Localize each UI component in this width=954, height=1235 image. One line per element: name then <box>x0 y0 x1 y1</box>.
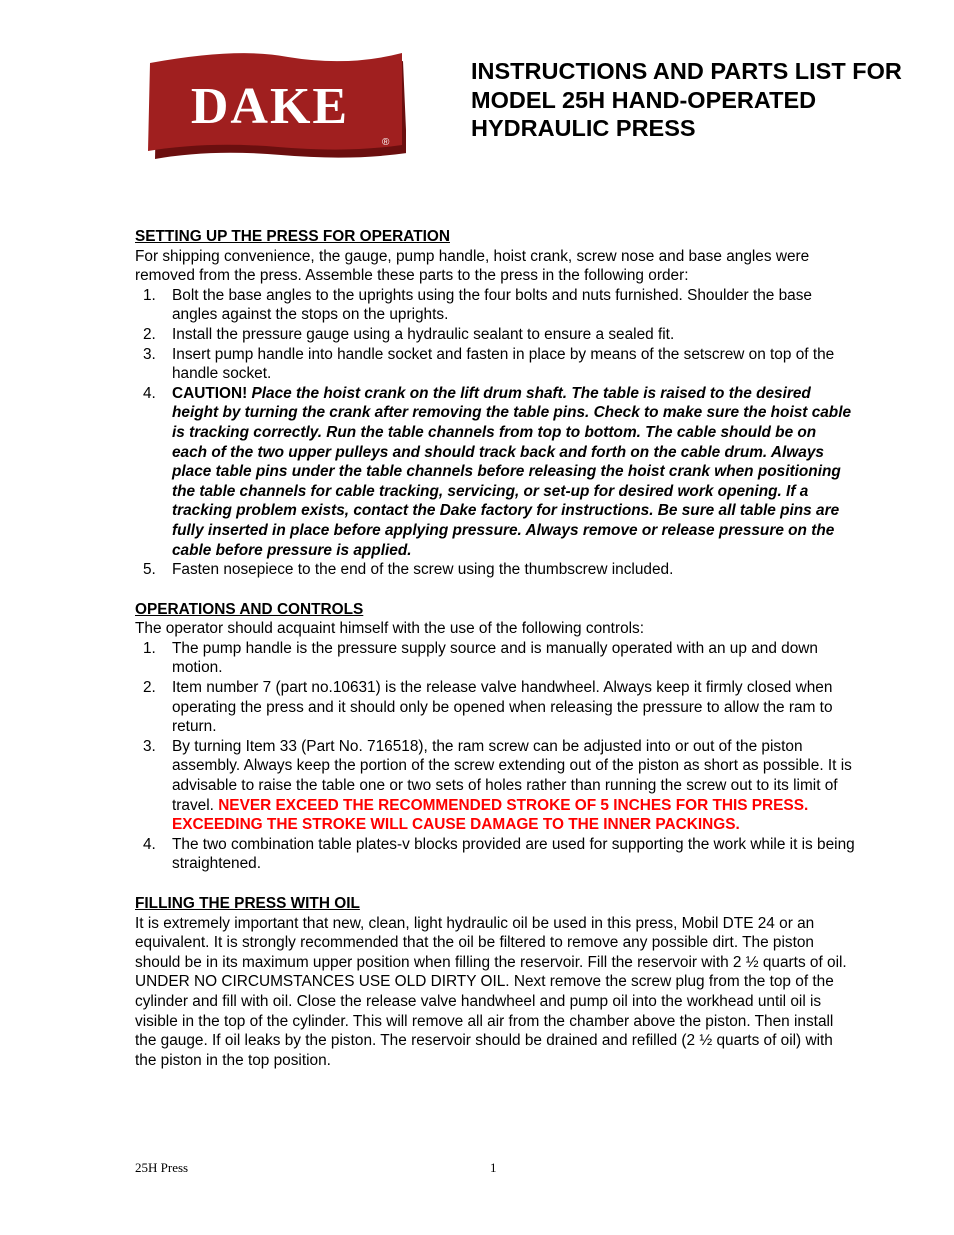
item-text: By turning Item 33 (Part No. 716518), the ram screw can be adjusted into or out of the piston assembly. Always keep the portion of the screw extending out of the piston as short as possible. It is advisable to raise the table one or two sets of holes rather than running the screw out to its limit of travel. <box>172 737 852 814</box>
caution-label: CAUTION! <box>172 384 248 402</box>
item-text: Insert pump handle into handle socket and fasten in place by means of the setscrew on top of the handle socket. <box>172 345 835 383</box>
list-item <box>135 286 855 325</box>
section-body: It is extremely important that new, clean, light hydraulic oil be used in this press, Mobil DTE 24 or an equivalent. It is strongly recommended that the oil be filtered to remove any possible dirt. The piston should be in its maximum upper position when filling the reservoir. Fill the reservoir with 2 ½ quarts of oil. UNDER NO CIRCUMSTANCES USE OLD DIRTY OIL. Next remove the screw plug from the top of the cylinder and fill with oil. Close the release valve handwheel and pump oil into the workhead until oil is visible in the top of the cylinder. This will remove all air from the chamber above the piston. Then install the gauge. If oil leaks by the piston. The reservoir should be drained and refilled (2 ½ quarts of oil) with the piston in the top position. <box>135 914 847 1069</box>
list-item <box>135 835 855 874</box>
item-number: 2. <box>143 325 156 343</box>
list-item <box>135 325 855 345</box>
item-number: 1. <box>143 639 156 657</box>
list-item <box>135 384 855 560</box>
item-number: 4. <box>143 384 156 402</box>
document-title: INSTRUCTIONS AND PARTS LIST FOR MODEL 25H HAND-OPERATED HYDRAULIC PRESS <box>471 58 902 141</box>
section-intro: For shipping convenience, the gauge, pump handle, hoist crank, screw nose and base angles were removed from the press. Assemble these parts to the press in the following order: <box>135 247 810 285</box>
item-number: 1. <box>143 286 156 304</box>
item-number: 4. <box>143 835 156 853</box>
dake-logo <box>148 53 406 159</box>
item-number: 5. <box>143 561 156 579</box>
item-text: Install the pressure gauge using a hydraulic sealant to ensure a sealed fit. <box>172 325 675 343</box>
caution-text: Place the hoist crank on the lift drum shaft. The table is raised to the desired height by turning the crank after removing the table pins. Check to make sure the hoist cable is tracking correctly. Run the table channels from top to bottom. The cable should be on each of the two upper pulleys and should track back and forth on the cable drum. Always place table pins under the table channels before releasing the hoist crank when positioning the table channels for cable tracking, servicing, or set-up for desired work opening. If a tracking problem exists, contact the Dake factory for instructions. Be sure all table pins are fully inserted in place before applying pressure. Always remove or release pressure on the cable before pressure is applied. <box>172 384 852 559</box>
section-oil <box>135 894 855 1070</box>
section-heading: OPERATIONS AND CONTROLS <box>135 600 364 618</box>
list-item <box>135 639 855 678</box>
item-text: Fasten nosepiece to the end of the screw using the thumbscrew included. <box>172 561 674 579</box>
section-heading: FILLING THE PRESS WITH OIL <box>135 895 360 912</box>
item-text: Bolt the base angles to the uprights using the four bolts and nuts furnished. Shoulder the base angles against the stops on the uprights. <box>172 286 812 324</box>
setup-list <box>135 286 855 580</box>
svg-text:®: ® <box>382 137 390 148</box>
section-operations <box>135 600 855 874</box>
list-item <box>135 560 855 580</box>
document-body <box>135 227 855 1070</box>
section-setup <box>135 227 855 580</box>
section-heading: SETTING UP THE PRESS FOR OPERATION <box>135 228 450 245</box>
item-number: 3. <box>143 737 156 755</box>
operations-list <box>135 639 855 874</box>
item-number: 2. <box>143 679 156 697</box>
list-item <box>135 345 855 384</box>
item-text: The pump handle is the pressure supply source and is manually operated with an up and down motion. <box>172 639 818 677</box>
item-text: The two combination table plates-v blocks provided are used for supporting the work while it is being straightened. <box>172 835 855 873</box>
stroke-warning: NEVER EXCEED THE RECOMMENDED STROKE OF 5 INCHES FOR THIS PRESS. EXCEEDING THE STROKE WILL CAUSE DAMAGE TO THE INNER PACKINGS. <box>172 796 809 834</box>
list-item <box>135 678 855 737</box>
footer-label: 25H Press <box>135 1160 189 1175</box>
svg-text:DAKE: DAKE <box>190 78 350 135</box>
section-intro: The operator should acquaint himself with the use of the following controls: <box>135 620 645 638</box>
page-number: 1 <box>490 1160 497 1175</box>
item-number: 3. <box>143 345 156 363</box>
item-text: Item number 7 (part no.10631) is the release valve handwheel. Always keep it firmly closed when operating the press and it should only be opened when releasing the pressure to allow the ram to return. <box>172 679 833 736</box>
list-item <box>135 737 855 835</box>
